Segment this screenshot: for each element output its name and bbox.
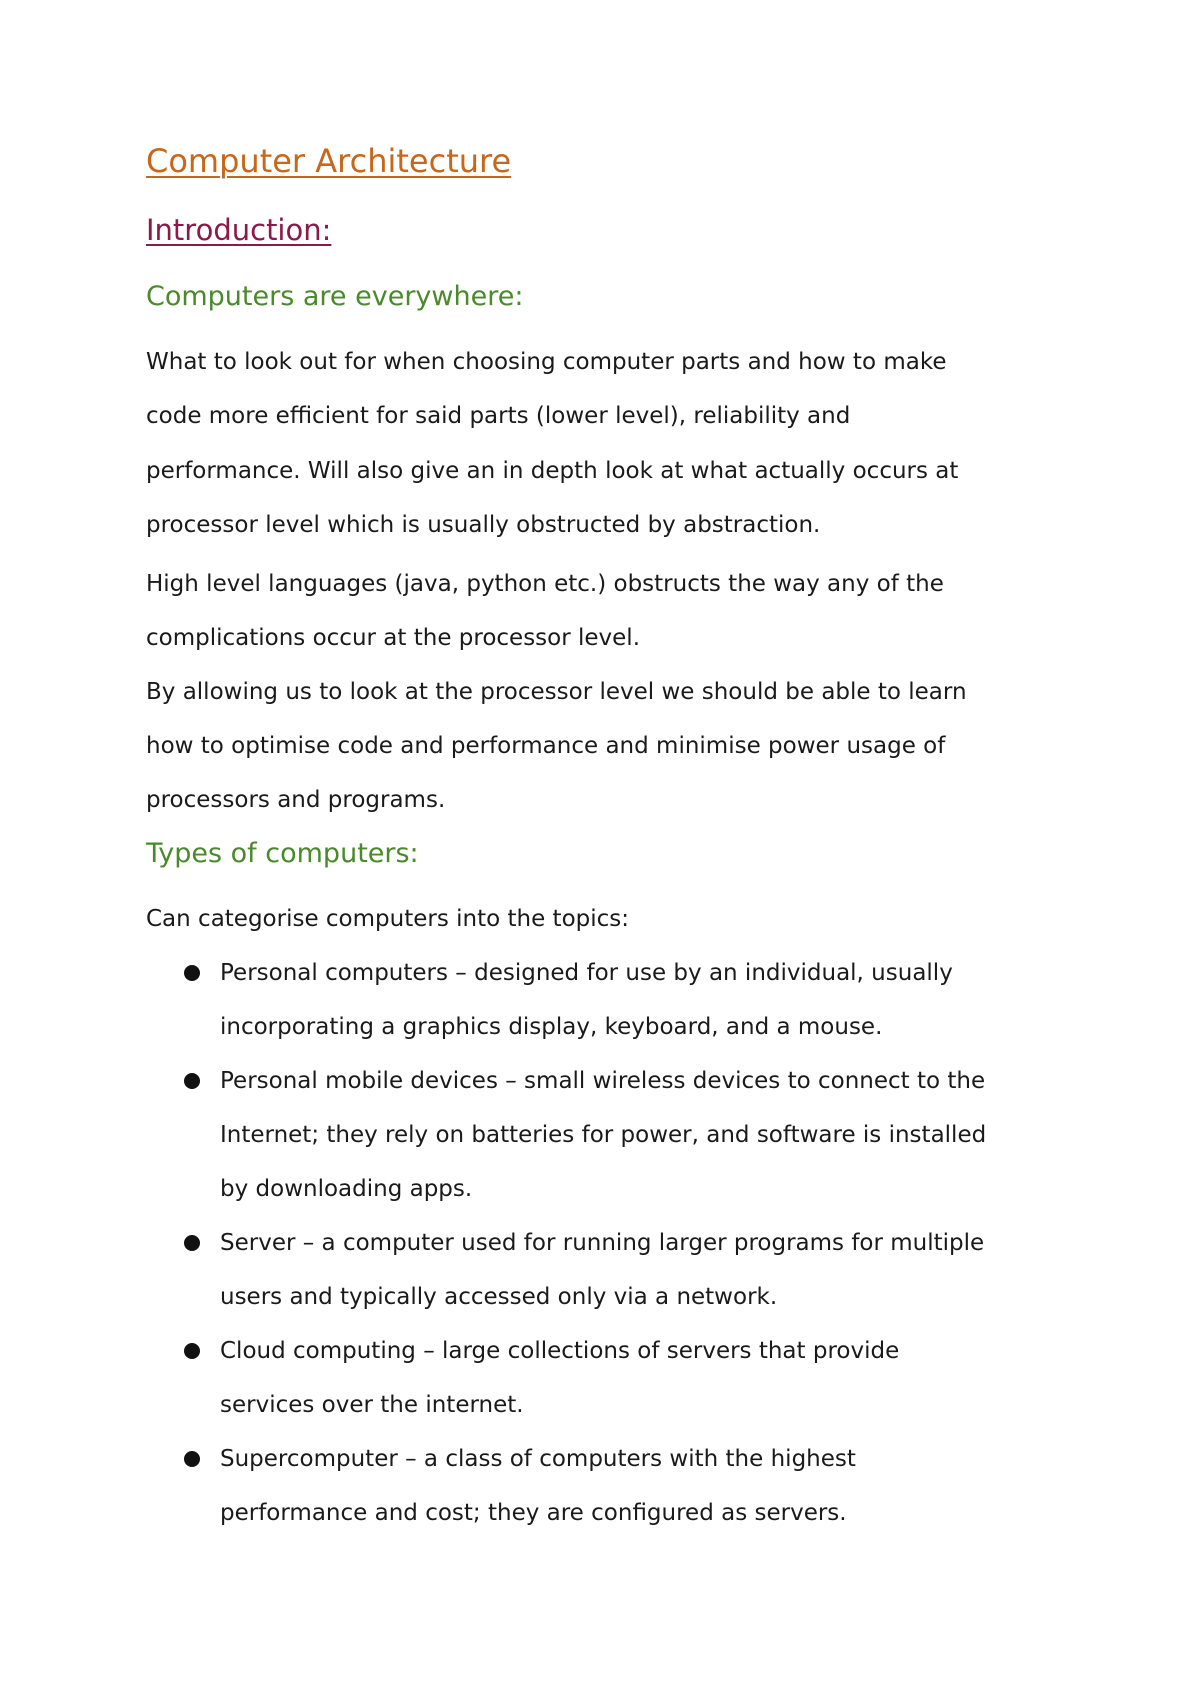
paragraph-line: code more efficient for said parts (lower level), reliability and (146, 403, 851, 429)
subsection-heading-computers-everywhere: Computers are everywhere: (146, 281, 524, 312)
list-item-text: Server – a computer used for running larger programs for multiple (220, 1230, 985, 1256)
paragraph-line: What to look out for when choosing computer parts and how to make (146, 349, 947, 375)
paragraph-line: how to optimise code and performance and minimise power usage of (146, 733, 946, 759)
paragraph-line: High level languages (java, python etc.) obstructs the way any of the (146, 571, 944, 597)
list-item-text: performance and cost; they are configured as servers. (220, 1500, 847, 1526)
paragraph-line: By allowing us to look at the processor level we should be able to learn (146, 679, 967, 705)
paragraph-line: processor level which is usually obstructed by abstraction. (146, 512, 821, 538)
bullet-icon (184, 1343, 200, 1359)
bullet-icon (184, 965, 200, 981)
paragraph-line: complications occur at the processor level. (146, 625, 641, 651)
list-item-text: services over the internet. (220, 1392, 524, 1418)
list-item-text: incorporating a graphics display, keyboard, and a mouse. (220, 1014, 883, 1040)
list-item-text: Supercomputer – a class of computers with the highest (220, 1446, 856, 1472)
list-item-text: Internet; they rely on batteries for power, and software is installed (220, 1122, 987, 1148)
list-item-text: by downloading apps. (220, 1176, 473, 1202)
paragraph-line: Can categorise computers into the topics: (146, 906, 630, 932)
subsection-heading-types-of-computers: Types of computers: (146, 838, 419, 869)
bullet-icon (184, 1235, 200, 1251)
document-title: Computer Architecture (146, 142, 512, 180)
section-heading-introduction: Introduction: (146, 213, 332, 247)
paragraph-line: processors and programs. (146, 787, 446, 813)
bullet-icon (184, 1073, 200, 1089)
paragraph-line: performance. Will also give an in depth look at what actually occurs at (146, 458, 959, 484)
list-item-text: Cloud computing – large collections of servers that provide (220, 1338, 900, 1364)
bullet-icon (184, 1451, 200, 1467)
list-item-text: Personal computers – designed for use by an individual, usually (220, 960, 953, 986)
list-item-text: Personal mobile devices – small wireless devices to connect to the (220, 1068, 986, 1094)
list-item-text: users and typically accessed only via a network. (220, 1284, 778, 1310)
